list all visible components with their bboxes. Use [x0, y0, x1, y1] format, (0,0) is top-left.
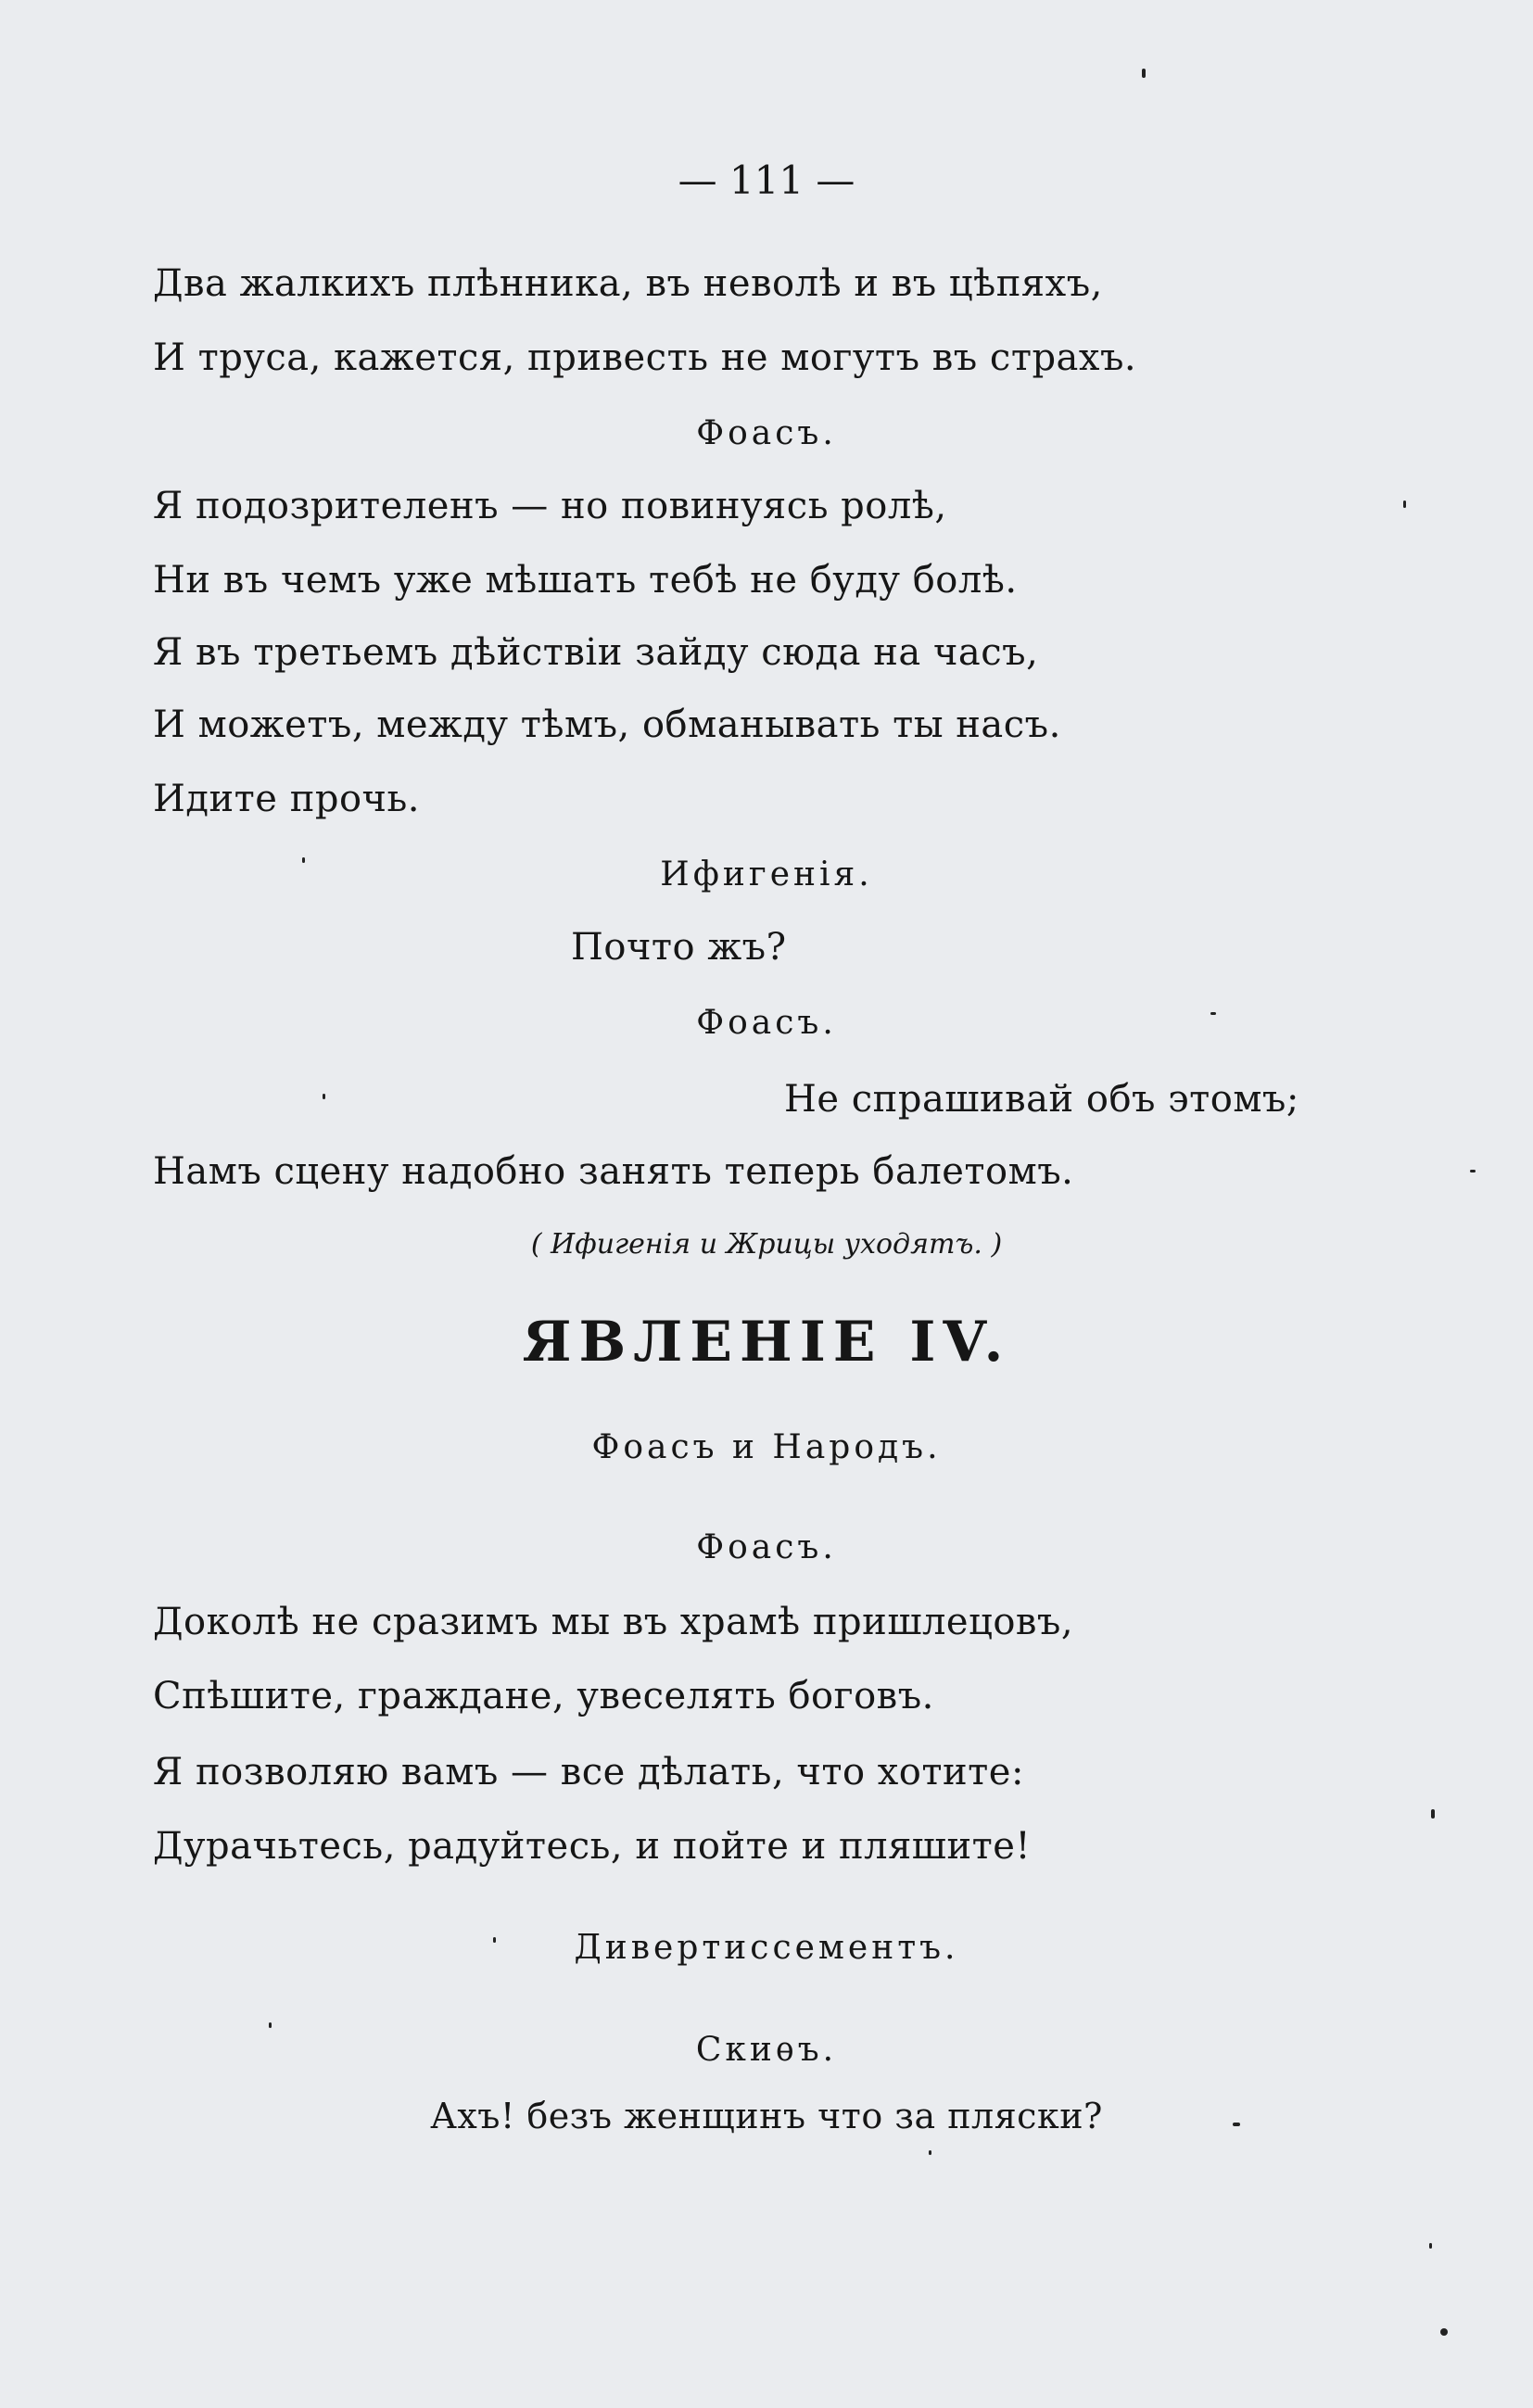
speaker-name: Ифигенія. — [660, 855, 873, 893]
verse-line: Ахъ! безъ женщинъ что за пляски? — [430, 2096, 1103, 2136]
print-speck — [493, 1937, 496, 1943]
print-speck — [1431, 1809, 1435, 1819]
print-speck — [1233, 2123, 1240, 2126]
print-speck — [1440, 2328, 1448, 2336]
verse-line: И можетъ, между тѣмъ, обманывать ты насъ. — [153, 703, 1061, 746]
print-speck — [1210, 1012, 1216, 1015]
print-speck — [302, 857, 305, 863]
print-speck — [323, 1094, 325, 1099]
verse-line: Не спрашивай объ этомъ; — [784, 1078, 1299, 1121]
speaker-name: Фоасъ. — [696, 1528, 837, 1566]
verse-line: И труса, кажется, привесть не могутъ въ страхъ. — [153, 336, 1137, 379]
print-speck — [269, 2022, 272, 2028]
verse-line: Два жалкихъ плѣнника, въ неволѣ и въ цѣпяхъ, — [153, 262, 1103, 305]
speaker-name: Фоасъ. — [696, 1004, 837, 1042]
section-heading: Дивертиссементъ. — [574, 1929, 959, 1967]
verse-line: Доколѣ не сразимъ мы въ храмѣ пришлецовъ, — [153, 1601, 1074, 1643]
speaker-name: Фоасъ. — [696, 414, 837, 452]
verse-line: Намъ сцену надобно занять теперь балетомъ. — [153, 1150, 1074, 1193]
stage-direction: ( Ифигенія и Жрицы уходятъ. ) — [530, 1228, 1003, 1261]
verse-line: Почто жъ? — [571, 926, 787, 969]
verse-line: Дурачьтесь, радуйтесь, и пойте и пляшите! — [153, 1825, 1032, 1868]
print-speck — [1470, 1170, 1476, 1172]
verse-line: Я подозрителенъ — но повинуясь ролѣ, — [153, 485, 947, 527]
verse-line: Спѣшите, граждане, увеселять боговъ. — [153, 1675, 934, 1717]
page-number: — 111 — — [678, 158, 855, 203]
print-speck — [929, 2150, 931, 2155]
scene-title: ЯВЛЕНІЕ IV. — [522, 1310, 1011, 1375]
speaker-name: Скиѳъ. — [695, 2031, 838, 2069]
print-speck — [1403, 501, 1406, 508]
verse-line: Ни въ чемъ уже мѣшать тебѣ не буду болѣ. — [153, 559, 1018, 602]
print-speck — [1142, 69, 1146, 78]
verse-line: Идите прочь. — [153, 778, 420, 820]
verse-line: Я въ третьемъ дѣйствіи зайду сюда на часъ, — [153, 631, 1039, 674]
verse-line: Я позволяю вамъ — все дѣлать, что хотите: — [153, 1751, 1024, 1793]
print-speck — [1429, 2243, 1432, 2249]
scene-cast: Фоасъ и Народъ. — [591, 1428, 942, 1466]
